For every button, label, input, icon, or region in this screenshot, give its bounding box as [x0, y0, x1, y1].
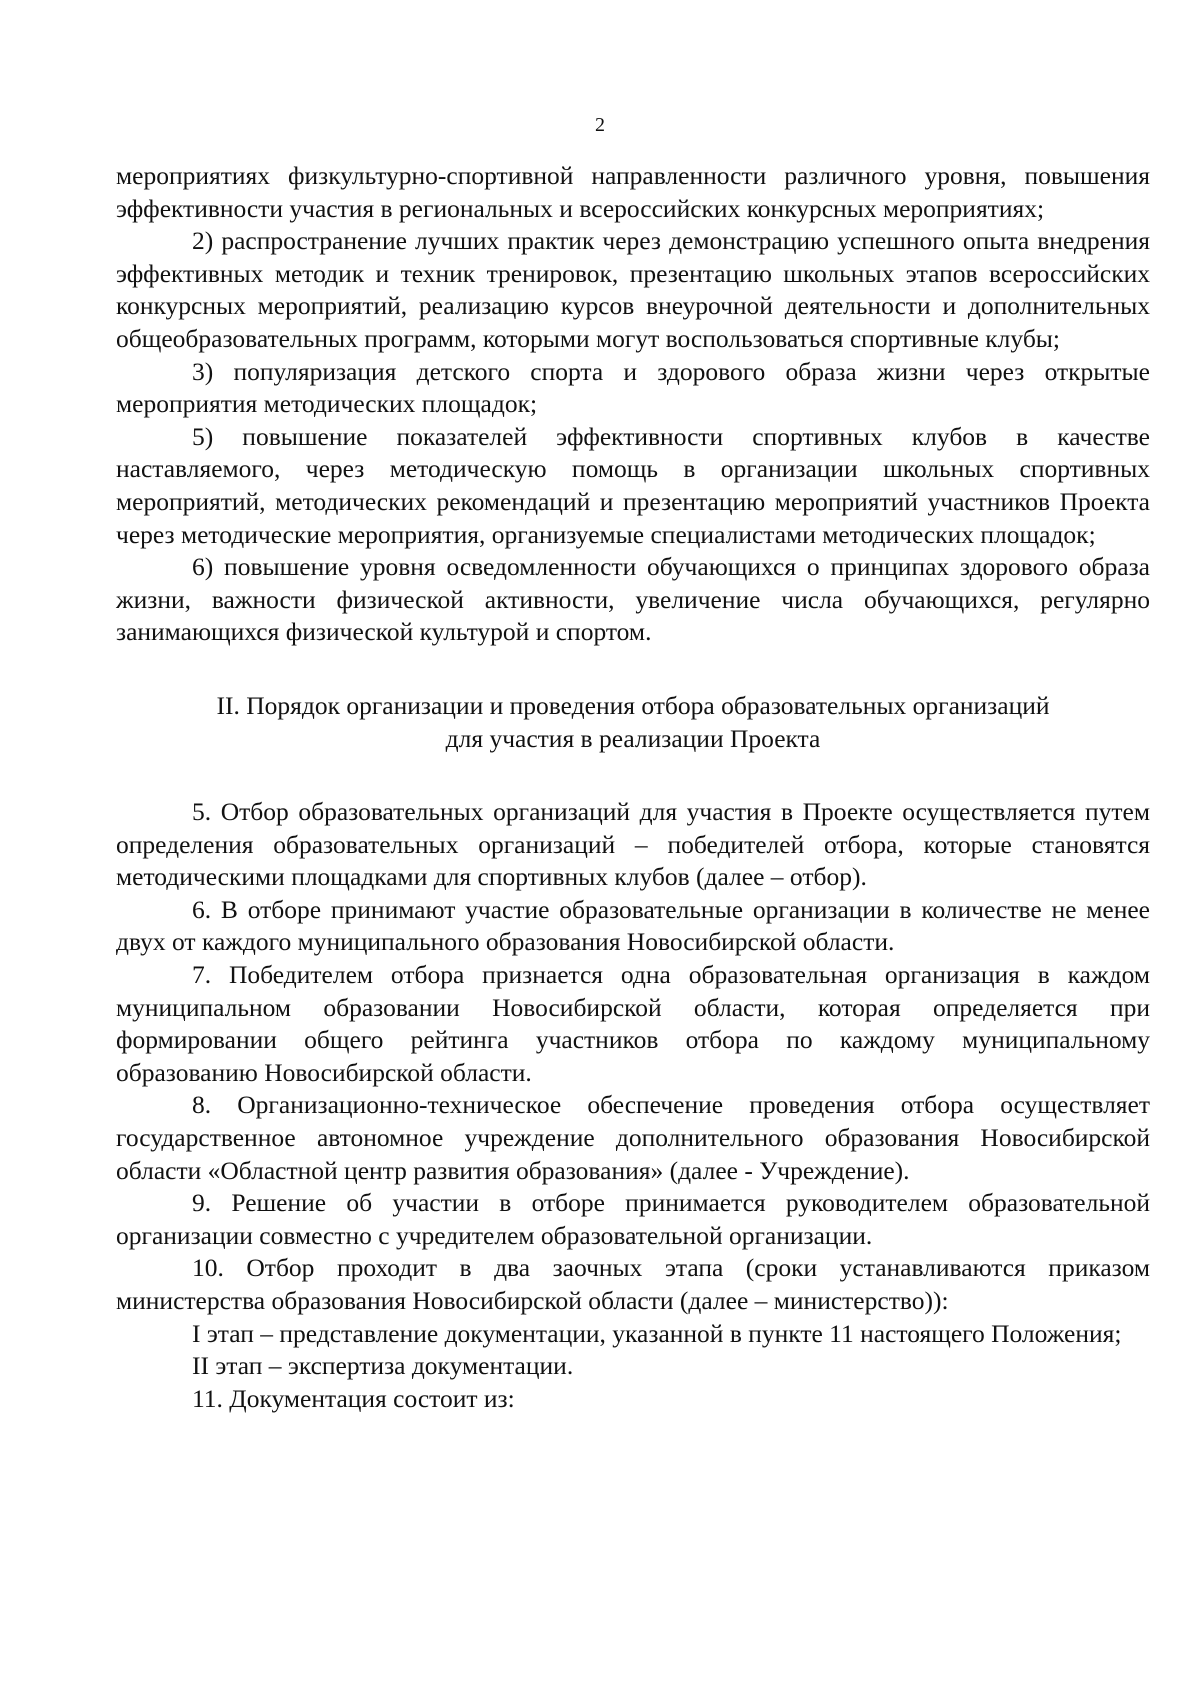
paragraph-clause-6: 6. В отборе принимают участие образовательные организации в количестве не менее двух от каждого муниципального образования Новосибирской области.	[116, 894, 1150, 957]
page-number: 2	[595, 114, 605, 136]
paragraph-clause-11: 11. Документация состоит из:	[192, 1383, 515, 1413]
paragraph-clause-7: 7. Победителем отбора признается одна образовательная организация в каждом муниципальном образовании Новосибирской области, которая определяется при формировании общего рейтинга участников отбора по каждому муниципальному образованию Новосибирской области.	[116, 960, 1150, 1087]
paragraph-item-3: 3) популяризация детского спорта и здорового образа жизни через открытые мероприятия методических площадок;	[116, 356, 1150, 419]
paragraph-clause-9: 9. Решение об участии в отборе принимается руководителем образовательной организации совместно с учредителем образовательной организации.	[116, 1188, 1150, 1250]
paragraph-clause-5: 5. Отбор образовательных организаций для участия в Проекте осуществляется путем определения образовательных организаций – победителей отбора, которые становятся методическими площадками для спортивных клубов (далее – отбор).	[116, 797, 1150, 892]
paragraph-item-6: 6) повышение уровня осведомленности обучающихся о принципах здорового образа жизни, важности физической активности, увеличение числа обучающихся, регулярно занимающихся физической культурой и спортом.	[116, 552, 1150, 647]
section-heading	[116, 690, 1150, 755]
paragraph-stage-2: II этап – экспертиза документации.	[192, 1351, 574, 1381]
paragraph-clause-8: 8. Организационно-техническое обеспечение проведения отбора осуществляет государственное автономное учреждение дополнительного образования Новосибирской области «Областной центр развития образования» (далее - Учреждение).	[116, 1090, 1150, 1185]
paragraph-item-5: 5) повышение показателей эффективности спортивных клубов в качестве наставляемого, через методическую помощь в организации школьных спортивных мероприятий, методических рекомендаций и презентацию мероприятий участников Проекта через методические мероприятия, организуемые специалистами методических площадок;	[116, 421, 1150, 549]
paragraph-stage-1: I этап – представление документации, указанной в пункте 11 настоящего Положения;	[192, 1318, 1122, 1348]
section-heading-line-1: II. Порядок организации и проведения отбора образовательных организаций	[216, 690, 1050, 720]
document-body	[116, 160, 1150, 1415]
paragraph-item-2: 2) распространение лучших практик через демонстрацию успешного опыта внедрения эффективных методик и техник тренировок, презентацию школьных этапов всероссийских конкурсных мероприятий, реализацию курсов внеурочной деятельности и дополнительных общеобразовательных программ, которыми могут воспользоваться спортивные клубы;	[116, 226, 1150, 353]
paragraph-clause-10: 10. Отбор проходит в два заочных этапа (сроки устанавливаются приказом министерства образования Новосибирской области (далее – министерство)):	[116, 1253, 1150, 1315]
section-heading-line-2: для участия в реализации Проекта	[445, 723, 821, 753]
paragraph-continuation: мероприятиях физкультурно-спортивной направленности различного уровня, повышения эффективности участия в региональных и всероссийских конкурсных мероприятиях;	[116, 161, 1150, 223]
